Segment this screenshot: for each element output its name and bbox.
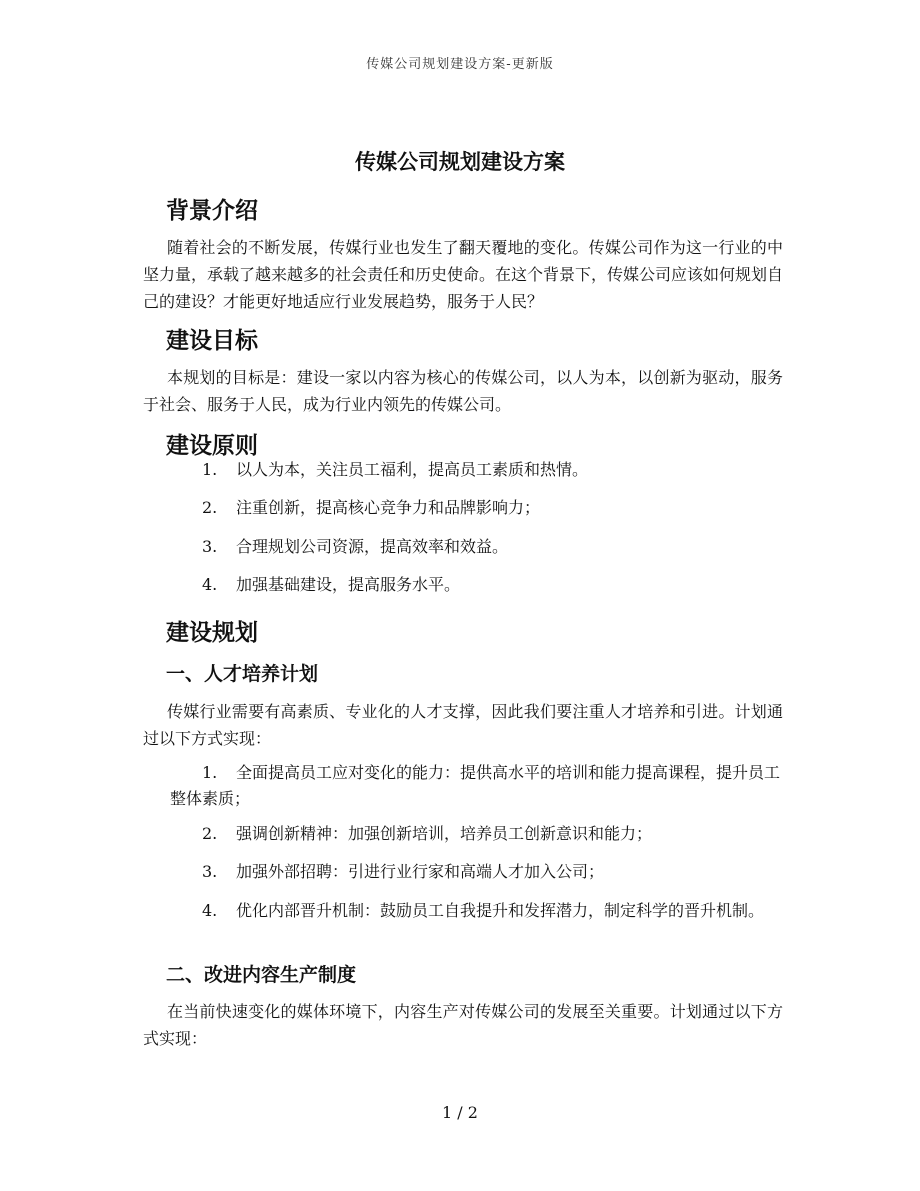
heading-principles: 建设原则	[166, 433, 258, 459]
paragraph-content: 在当前快速变化的媒体环境下，内容生产对传媒公司的发展至关重要。计划通过以下方式实现：	[143, 1002, 783, 1048]
list-text: 全面提高员工应对变化的能力：提供高水平的培训和能力提高课程，提升员工整体素质；	[170, 763, 781, 808]
list-number: 3.	[202, 537, 218, 556]
document-title: 传媒公司规划建设方案	[355, 149, 565, 174]
list-number: 4.	[202, 901, 218, 920]
subheading-talent: 一、人才培养计划	[166, 663, 319, 685]
list-number: 1.	[202, 763, 218, 782]
principle-item	[170, 495, 786, 521]
talent-item	[170, 760, 786, 812]
paragraph-talent: 传媒行业需要有高素质、专业化的人才支撑，因此我们要注重人才培养和引进。计划通过以下方式实现：	[143, 702, 783, 748]
talent-item	[170, 821, 786, 847]
list-number: 2.	[202, 824, 218, 843]
page-number: 1 / 2	[442, 1103, 478, 1122]
list-text: 优化内部晋升机制：鼓励员工自我提升和发挥潜力，制定科学的晋升机制。	[236, 901, 765, 920]
list-text: 强调创新精神：加强创新培训，培养员工创新意识和能力；	[236, 824, 653, 843]
principle-item	[170, 572, 786, 598]
list-text: 合理规划公司资源，提高效率和效益。	[236, 537, 509, 556]
heading-goal: 建设目标	[166, 328, 258, 354]
list-number: 4.	[202, 575, 218, 594]
list-text: 以人为本，关注员工福利，提高员工素质和热情。	[236, 460, 589, 479]
running-header: 传媒公司规划建设方案-更新版	[366, 57, 554, 72]
list-text: 加强基础建设，提高服务水平。	[236, 575, 461, 594]
list-number: 1.	[202, 460, 218, 479]
paragraph-goal: 本规划的目标是：建设一家以内容为核心的传媒公司，以人为本，以创新为驱动，服务于社会、服务于人民，成为行业内领先的传媒公司。	[143, 368, 783, 414]
talent-item	[170, 859, 786, 885]
principle-item	[170, 534, 786, 560]
paragraph-background: 随着社会的不断发展，传媒行业也发生了翻天覆地的变化。传媒公司作为这一行业的中坚力量，承载了越来越多的社会责任和历史使命。在这个背景下，传媒公司应该如何规划自己的建设？才能更好地适应行业发展趋势，服务于人民？	[143, 238, 784, 311]
heading-background: 背景介绍	[166, 198, 258, 224]
subheading-content: 二、改进内容生产制度	[166, 964, 357, 986]
list-number: 2.	[202, 498, 218, 517]
principle-item	[170, 457, 786, 483]
heading-plan: 建设规划	[166, 620, 258, 646]
list-text: 注重创新，提高核心竞争力和品牌影响力；	[236, 498, 541, 517]
list-number: 3.	[202, 862, 218, 881]
talent-item	[170, 898, 786, 924]
list-text: 加强外部招聘：引进行业行家和高端人才加入公司；	[236, 862, 605, 881]
